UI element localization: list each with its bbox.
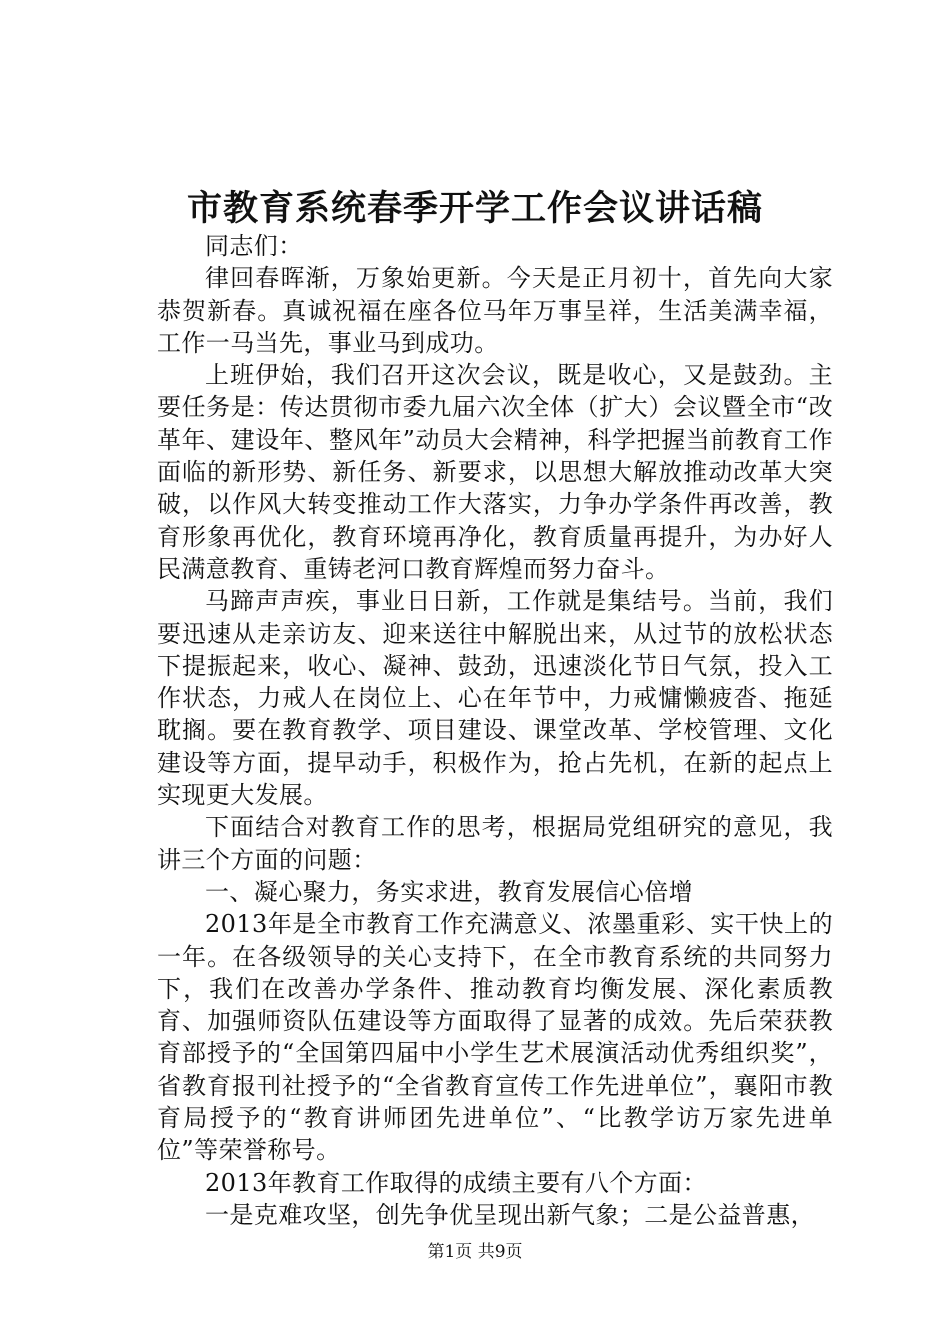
paragraph-achievements-intro: 2013年教育工作取得的成绩主要有八个方面： bbox=[205, 1168, 707, 1197]
paragraph-work-call: 马蹄声声疾，事业日日新，工作就是集结号。当前，我们要迅速从走亲访友、迎来送往中解脱出来，从过节的放松状态下提振起来，收心、凝神、鼓劲，迅速淡化节日气氛，投入工作状态，力戒人在岗位上、心在年节中，力戒慵懒疲沓、拖延耽搁。要在教育教学、项目建设、课堂改革、学校管理、文化建设等方面，提早动手，积极作为，抢占先机，在新的起点上实现更大发展。 bbox=[157, 587, 833, 810]
page-indicator: 第1页 共9页 bbox=[427, 1242, 523, 1262]
document-body bbox=[157, 230, 833, 1231]
page-footer bbox=[0, 1240, 950, 1264]
paragraph-outline: 下面结合对教育工作的思考，根据局党组研究的意见，我讲三个方面的问题： bbox=[157, 813, 833, 874]
salutation: 同志们： bbox=[205, 232, 303, 260]
paragraph-meeting-purpose: 上班伊始，我们召开这次会议，既是收心，又是鼓劲。主要任务是：传达贯彻市委九届六次全体（扩大）会议暨全市“改革年、建设年、整风年”动员大会精神，科学把握当前教育工作面临的新形势、新任务、新要求，以思想大解放推动改革大突破，以作风大转变推动工作大落实，力争办学条件再改善，教育形象再优化，教育环境再净化，教育质量再提升，为办好人民满意教育、重铸老河口教育辉煌而努力奋斗。 bbox=[157, 361, 833, 583]
paragraph-achievements-list: 一是克难攻坚，创先争优呈现出新气象；二是公益普惠， bbox=[205, 1200, 815, 1229]
paragraph-greeting: 律回春晖渐，万象始更新。今天是正月初十，首先向大家恭贺新春。真诚祝福在座各位马年万事呈祥，生活美满幸福，工作一马当先，事业马到成功。 bbox=[157, 264, 833, 357]
paragraph-2013-summary: 2013年是全市教育工作充满意义、浓墨重彩、实干快上的一年。在各级领导的关心支持下，在全市教育系统的共同努力下，我们在改善办学条件、推动教育均衡发展、深化素质教育、加强师资队伍建设等方面取得了显著的成效。先后荣获教育部授予的“全国第四届中小学生艺术展演活动优秀组织奖”，省教育报刊社授予的“全省教育宣传工作先进单位”，襄阳市教育局授予的“教育讲师团先进单位”、“比教学访万家先进单位”等荣誉称号。 bbox=[157, 910, 833, 1165]
section-heading-1: 一、凝心聚力，务实求进，教育发展信心倍增 bbox=[205, 877, 693, 906]
document-title: 市教育系统春季开学工作会议讲话稿 bbox=[186, 188, 763, 229]
